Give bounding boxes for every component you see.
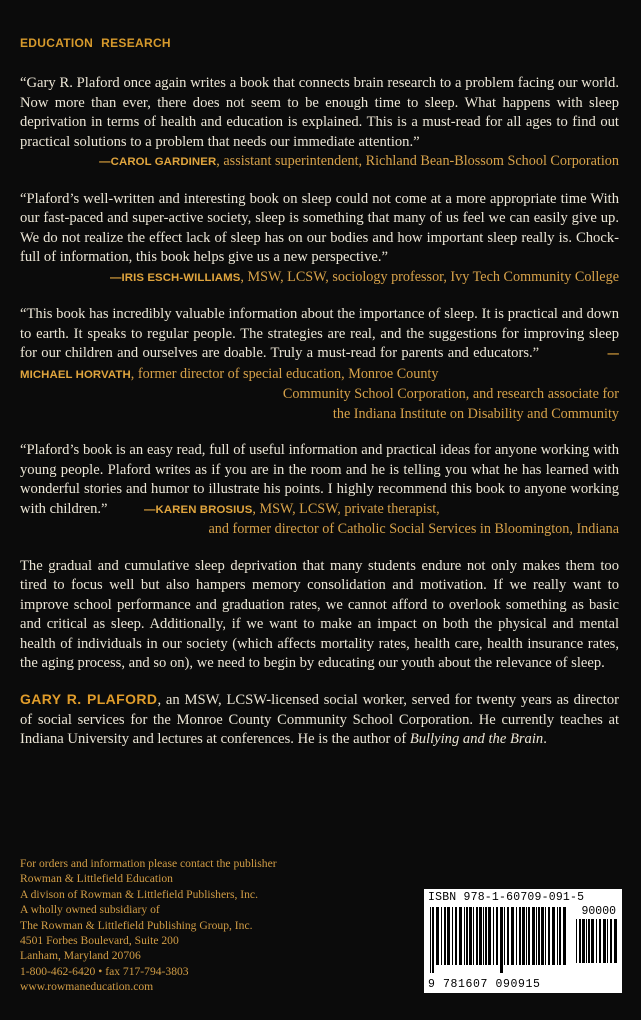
blurb-author-title: , assistant superintendent, Richland Bean-Blossom School Corporation <box>216 153 619 169</box>
blurb-author-name: —MICHAEL HORVATH <box>20 348 619 381</box>
publisher-line: 1-800-462-6420 • fax 717-794-3803 <box>20 964 189 978</box>
barcode-digits: 9 781607 090915 <box>428 978 541 991</box>
publisher-line: A divison of Rowman & Littlefield Publishers, Inc. <box>20 887 258 901</box>
blurb-author-title: , MSW, LCSW, sociology professor, Ivy Tech Community College <box>240 268 619 285</box>
blurb-author-title-line2: and former director of Catholic Social Services in Bloomington, Indiana <box>208 521 619 537</box>
barcode-bars-icon <box>430 907 570 973</box>
blurb-3 <box>20 305 619 424</box>
blurb-4 <box>20 441 619 540</box>
publisher-website: www.rowmaneducation.com <box>20 980 154 994</box>
blurb-author-name: —CAROL GARDINER <box>99 156 217 168</box>
category-research: RESEARCH <box>101 36 171 50</box>
blurb-author-title-line2: Community School Corporation, and research associate for <box>282 386 619 402</box>
blurb-text: “Plaford’s well-written and interesting book on sleep could not come at a more appropriate time With our fast-paced and super-active society, sleep is something that many of us feel we can easily give up. We do not realize the effect lack of sleep has on our bodies and how important sleep really is. Chock-full of information, this book helps give us a new perspective.” <box>20 190 619 265</box>
publisher-line: Lanham, Maryland 20706 <box>20 949 141 963</box>
price-code: 90000 <box>581 905 616 918</box>
publisher-info <box>20 856 277 995</box>
blurb-text-body: “Plaford’s book is an easy read, full of useful information and practical ideas for anyone working with young people. Plaford writes as if you are in the room and he is telling you what he has learned with wonderful stories and humor to illustrate his points. I highly recommend this book to anyone working with children.” <box>20 442 619 517</box>
isbn-number: ISBN 978-1-60709-091-5 <box>428 891 585 904</box>
barcode-addon-bars-icon <box>576 919 618 971</box>
blurb-text <box>20 305 619 385</box>
back-cover-content <box>20 74 619 750</box>
blurb-author-name: —KAREN BROSIUS <box>144 503 253 516</box>
blurb-author-title: , former director of special education, Monroe County <box>130 365 439 382</box>
blurb-text-body: “This book has incredibly valuable information about the importance of sleep. It is practical and down to earth. It speaks to regular people. The strategies are real, and the suggestions for improving sleep for our children and ourselves are doable. Truly a must-read for parents and educators.” <box>20 306 619 361</box>
blurb-author-title: , MSW, LCSW, private therapist, <box>252 500 440 517</box>
publisher-line: Rowman & Littlefield Education <box>20 872 173 886</box>
publisher-line: A wholly owned subsidiary of <box>20 903 160 917</box>
blurb-text: “Gary R. Plaford once again writes a book that connects brain research to a problem facing our world. Now more than ever, there does not seem to be enough time to sleep. What happens with sleep deprivation in terms of health and education is explained. This is a must-read for all ages to find out practical solutions to a problem that needs our immediate attention.” <box>20 75 619 150</box>
publisher-line: The Rowman & Littlefield Publishing Group, Inc. <box>20 918 253 932</box>
author-bio <box>20 690 619 750</box>
blurb-attribution <box>20 268 619 289</box>
blurb-author-title-line3: the Indiana Institute on Disability and Community <box>332 405 619 422</box>
book-summary: The gradual and cumulative sleep deprivation that many students endure not only makes them too tired to focus well but also hampers memory consolidation and motivation. If we really want to improve school performance and graduation rates, we cannot afford to overlook something as basic and critical as sleep. Additionally, if we want to make an impact on both the physical and mental health of individuals in our society (which affects mortality rates, health care, health insurance rates, the aging process, and so on), we need to begin by educating our youth about the relevance of sleep. <box>20 557 619 672</box>
publisher-line: 4501 Forbes Boulevard, Suite 200 <box>20 934 179 948</box>
author-book-title: Bullying and the Brain <box>409 731 544 748</box>
author-bio-end: . <box>543 731 547 748</box>
author-name: GARY R. PLAFORD <box>20 691 158 708</box>
category-education: EDUCATION <box>20 36 94 50</box>
publisher-line: For orders and information please contact the publisher <box>20 857 277 870</box>
blurb-2 <box>20 190 619 289</box>
blurb-attribution <box>20 152 619 173</box>
author-bio-text: , an MSW, LCSW-licensed social worker, served for twenty years as director of social services for the Monroe County Community School Corporation. He currently teaches at Indiana University and lectures at conferences. He is the author of <box>20 692 619 748</box>
category-label <box>20 36 171 50</box>
isbn-barcode <box>424 889 622 993</box>
blurb-text <box>20 441 619 520</box>
blurb-author-name: —IRIS ESCH-WILLIAMS <box>110 271 241 284</box>
blurb-1 <box>20 74 619 173</box>
